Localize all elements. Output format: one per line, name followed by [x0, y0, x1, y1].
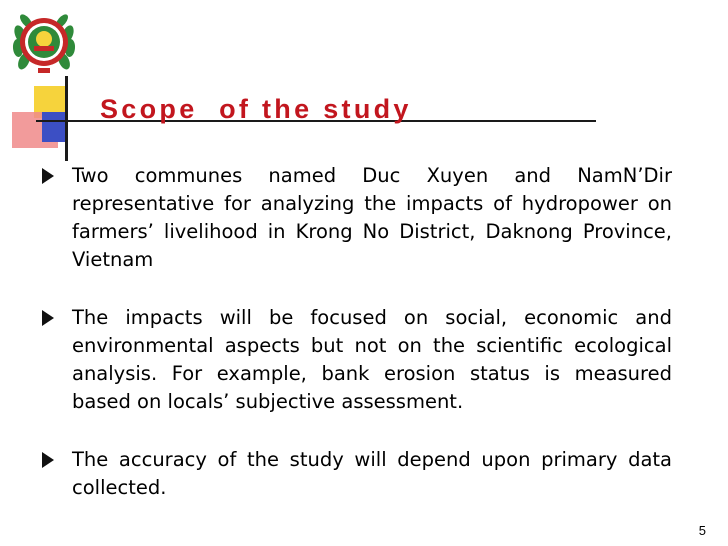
university-seal-icon — [8, 4, 80, 76]
triangle-bullet-icon — [42, 310, 54, 326]
bullet-list — [40, 162, 672, 532]
bullet-item — [40, 446, 672, 502]
bullet-text: Two communes named Duc Xuyen and NamN’Dir representative for analyzing the impacts of hydropower on farmers’ livelihood in Krong No District, Daknong Province, Vietnam — [72, 164, 672, 271]
bullet-item — [40, 304, 672, 416]
bullet-item — [40, 162, 672, 274]
bullet-text: The accuracy of the study will depend upon primary data collected. — [72, 448, 672, 499]
triangle-bullet-icon — [42, 452, 54, 468]
slide-title: Scope of the study — [100, 94, 412, 124]
page-number: 5 — [698, 523, 706, 538]
triangle-bullet-icon — [42, 168, 54, 184]
decor-vertical-line — [65, 76, 68, 161]
bullet-text: The impacts will be focused on social, economic and environmental aspects but not on the scientific ecological analysis. For example, bank erosion status is measured based on locals’ subjective assessment. — [72, 306, 672, 413]
